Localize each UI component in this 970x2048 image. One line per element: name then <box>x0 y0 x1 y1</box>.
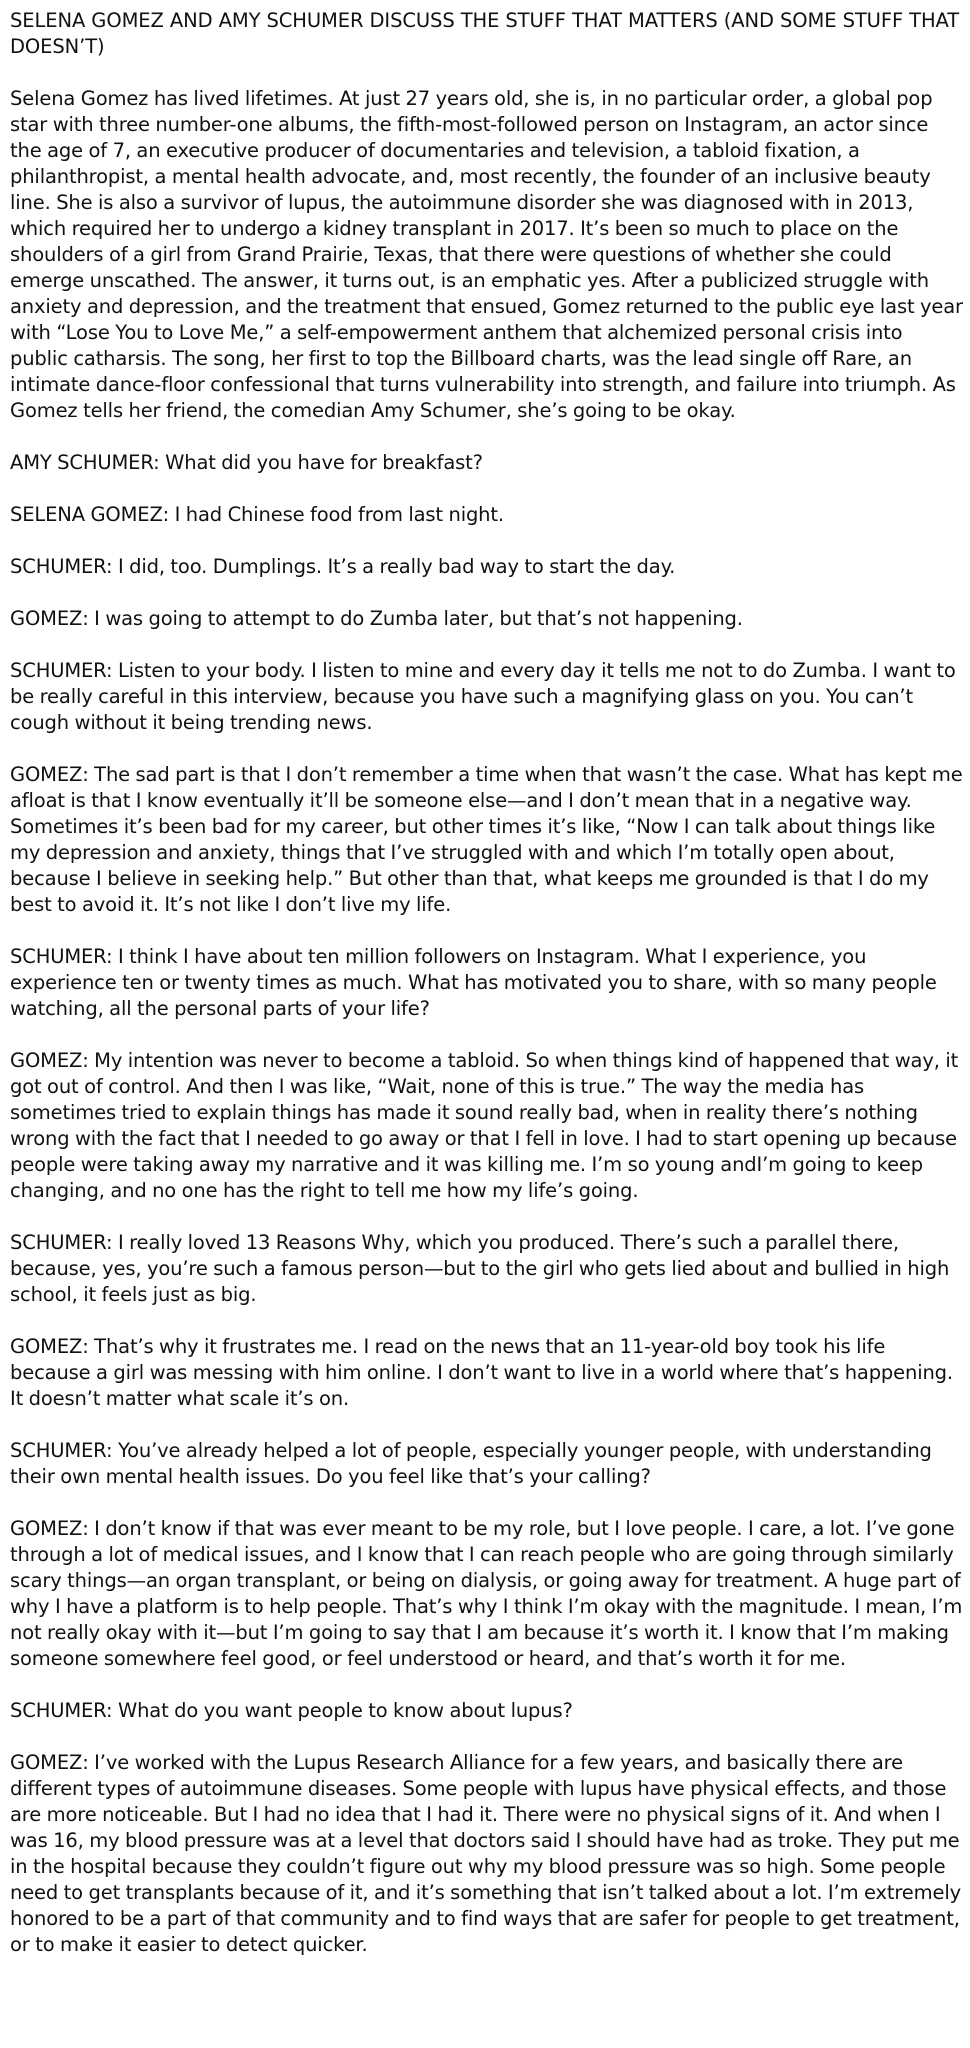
paragraph-12: GOMEZ: I don’t know if that was ever meant to be my role, but I love people. I care, a lot. I’ve gone through a lot of medical issues, and I know that I can reach people who are going through similarly scary things—an organ transplant, or being on dialysis, or going away for treatment. A huge part of why I have a platform is to help people. That’s why I think I’m okay with the magnitude. I mean, I’m not really okay with it—but I’m going to say that I am because it’s worth it. I know that I’m making someone somewhere feel good, or feel understood or heard, and that’s worth it for me. <box>10 1517 963 1670</box>
paragraph-8: GOMEZ: My intention was never to become a tabloid. So when things kind of happened that way, it got out of control. And then I was like, “Wait, none of this is true.” The way the media has sometimes tried to explain things has made it sound really bad, when in reality there’s nothing wrong with the fact that I needed to go away or that I fell in love. I had to start opening up because people were taking away my narrative and it was killing me. I’m so young andI’m going to keep changing, and no one has the right to tell me how my life’s going. <box>10 1049 959 1202</box>
paragraph-9: SCHUMER: I really loved 13 Reasons Why, which you produced. There’s such a parallel there, because, yes, you’re such a famous person—but to the girl who gets lied about and bullied in high school, it feels just as big. <box>10 1231 950 1306</box>
paragraph-4: GOMEZ: I was going to attempt to do Zumba later, but that’s not happening. <box>10 607 743 630</box>
article <box>10 8 965 1984</box>
article-headline: SELENA GOMEZ AND AMY SCHUMER DISCUSS THE STUFF THAT MATTERS (AND SOME STUFF THAT DOESN’T) <box>10 9 960 58</box>
paragraph-7: SCHUMER: I think I have about ten million followers on Instagram. What I experience, you experience ten or twenty times as much. What has motivated you to share, with so many people watching, all the personal parts of your life? <box>10 945 937 1020</box>
paragraph-14: GOMEZ: I’ve worked with the Lupus Research Alliance for a few years, and basically there are different types of autoimmune diseases. Some people with lupus have physical effects, and those are more noticeable. But I had no idea that I had it. There were no physical signs of it. And when I was 16, my blood pressure was at a level that doctors said I should have had as troke. They put me in the hospital because they couldn’t figure out why my blood pressure was so high. Some people need to get transplants because of it, and it’s something that isn’t talked about a lot. I’m extremely honored to be a part of that community and to find ways that are safer for people to get treatment, or to make it easier to detect quicker. <box>10 1751 962 1956</box>
paragraph-6: GOMEZ: The sad part is that I don’t remember a time when that wasn’t the case. What has kept me afloat is that I know eventually it’ll be someone else—and I don’t mean that in a negative way. Sometimes it’s been bad for my career, but other times it’s like, “Now I can talk about things like my depression and anxiety, things that I’ve struggled with and which I’m totally open about, because I believe in seeking help.” But other than that, what keeps me grounded is that I do my best to avoid it. It’s not like I don’t live my life. <box>10 763 963 916</box>
article-intro: Selena Gomez has lived lifetimes. At just 27 years old, she is, in no particular order, a global pop star with three number-one albums, the fifth-most-followed person on Instagram, an actor since the age of 7, an executive producer of documentaries and television, a tabloid fixation, a philanthropist, a mental health advocate, and, most recently, the founder of an inclusive beauty line. She is also a survivor of lupus, the autoimmune disorder she was diagnosed with in 2013, which required her to undergo a kidney transplant in 2017. It’s been so much to place on the shoulders of a girl from Grand Prairie, Texas, that there were questions of whether she could emerge unscathed. The answer, it turns out, is an emphatic yes. After a publicized struggle with anxiety and depression, and the treatment that ensued, Gomez returned to the public eye last year with “Lose You to Love Me,” a self-empowerment anthem that alchemized personal crisis into public catharsis. The song, her first to top the Billboard charts, was the lead single off Rare, an intimate dance-floor confessional that turns vulnerability into strength, and failure into triumph. As Gomez tells her friend, the comedian Amy Schumer, she’s going to be okay. <box>10 87 963 422</box>
paragraph-2: SELENA GOMEZ: I had Chinese food from last night. <box>10 503 504 526</box>
paragraph-3: SCHUMER: I did, too. Dumplings. It’s a really bad way to start the day. <box>10 555 676 578</box>
paragraph-13: SCHUMER: What do you want people to know about lupus? <box>10 1699 573 1722</box>
paragraph-10: GOMEZ: That’s why it frustrates me. I read on the news that an 11-year-old boy took his life because a girl was messing with him online. I don’t want to live in a world where that’s happening. It doesn’t matter what scale it’s on. <box>10 1335 953 1410</box>
paragraph-11: SCHUMER: You’ve already helped a lot of people, especially younger people, with understanding their own mental health issues. Do you feel like that’s your calling? <box>10 1439 932 1488</box>
paragraph-5: SCHUMER: Listen to your body. I listen to mine and every day it tells me not to do Zumba. I want to be really careful in this interview, because you have such a magnifying glass on you. You can’t cough without it being trending news. <box>10 659 956 734</box>
paragraph-1: AMY SCHUMER: What did you have for breakfast? <box>10 451 483 474</box>
